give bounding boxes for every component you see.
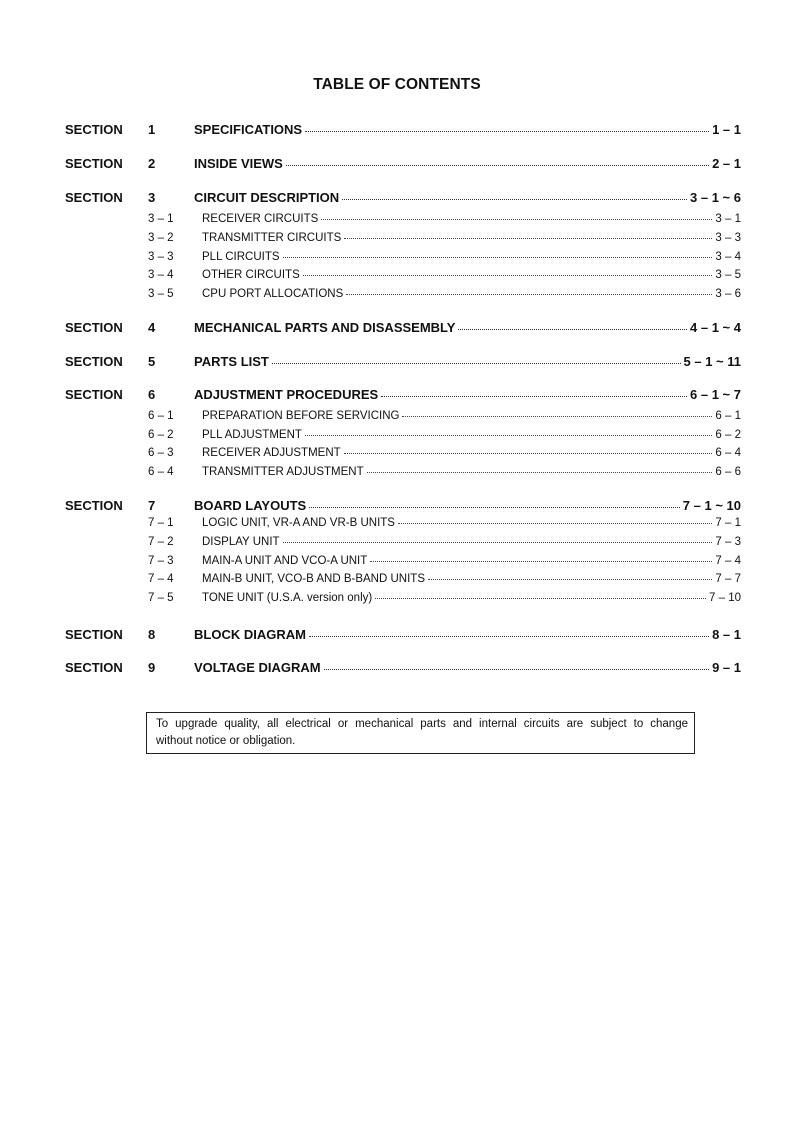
section-title: PARTS LIST	[194, 354, 269, 369]
subsection-number: 3 – 3	[148, 251, 174, 263]
subsection-number: 7 – 5	[148, 592, 174, 604]
subsection-page: 6 – 4	[715, 447, 741, 459]
dot-leader	[375, 589, 706, 599]
subsection-title: RECEIVER CIRCUITS	[202, 213, 319, 225]
subsection-number: 3 – 4	[148, 269, 174, 281]
section-title: BLOCK DIAGRAM	[194, 627, 306, 642]
subsection-number: 3 – 5	[148, 288, 174, 300]
toc-section-row[interactable]	[65, 354, 741, 372]
dot-leader	[283, 248, 713, 258]
section-title: VOLTAGE DIAGRAM	[194, 660, 321, 675]
section-label: SECTION	[65, 387, 123, 402]
subsection-page: 6 – 2	[715, 429, 741, 441]
subsection-number: 6 – 2	[148, 429, 174, 441]
section-label: SECTION	[65, 122, 123, 137]
section-number: 2	[148, 156, 156, 171]
subsection-page: 6 – 1	[715, 410, 741, 422]
dot-leader	[303, 266, 713, 276]
page-title: TABLE OF CONTENTS	[313, 76, 481, 93]
section-number: 3	[148, 190, 156, 205]
section-title: INSIDE VIEWS	[194, 156, 283, 171]
subsection-number: 7 – 1	[148, 517, 174, 529]
subsection-page: 7 – 4	[715, 555, 741, 567]
section-page: 4 – 1 ~ 4	[690, 320, 741, 335]
toc-section-row[interactable]	[65, 122, 741, 140]
subsection-number: 6 – 3	[148, 447, 174, 459]
section-page: 6 – 1 ~ 7	[690, 387, 741, 402]
subsection-number: 7 – 4	[148, 573, 174, 585]
subsection-page: 7 – 1	[715, 517, 741, 529]
dot-leader	[286, 156, 709, 166]
notice-box	[146, 712, 695, 754]
section-number: 6	[148, 387, 156, 402]
subsection-title: MAIN-A UNIT AND VCO-A UNIT	[202, 555, 368, 567]
section-title: CIRCUIT DESCRIPTION	[194, 190, 340, 205]
subsection-page: 3 – 4	[715, 251, 741, 263]
section-label: SECTION	[65, 660, 123, 675]
dot-leader	[381, 387, 687, 397]
section-page: 9 – 1	[712, 660, 741, 675]
section-title: BOARD LAYOUTS	[194, 498, 307, 513]
subsection-title: PLL ADJUSTMENT	[202, 429, 302, 441]
dot-leader	[402, 407, 712, 417]
subsection-title: PLL CIRCUITS	[202, 251, 280, 263]
dot-leader	[321, 210, 712, 220]
toc-subsection-row[interactable]	[65, 212, 741, 230]
subsection-page: 7 – 7	[715, 573, 741, 585]
toc-subsection-row[interactable]	[65, 591, 741, 609]
subsection-page: 3 – 5	[715, 269, 741, 281]
dot-leader	[398, 514, 712, 524]
dot-leader	[342, 190, 687, 200]
subsection-number: 6 – 1	[148, 410, 174, 422]
subsection-title: PREPARATION BEFORE SERVICING	[202, 410, 400, 422]
section-title: SPECIFICATIONS	[194, 122, 303, 137]
subsection-number: 7 – 3	[148, 555, 174, 567]
subsection-title: DISPLAY UNIT	[202, 536, 280, 548]
dot-leader	[344, 444, 713, 454]
toc-section-row[interactable]	[65, 320, 741, 338]
section-page: 2 – 1	[712, 156, 741, 171]
subsection-number: 6 – 4	[148, 466, 174, 478]
section-number: 4	[148, 320, 156, 335]
toc-section-row[interactable]	[65, 190, 741, 208]
dot-leader	[428, 570, 712, 580]
dot-leader	[309, 498, 680, 508]
subsection-title: CPU PORT ALLOCATIONS	[202, 288, 344, 300]
toc-subsection-row[interactable]	[65, 516, 741, 534]
toc-subsection-row[interactable]	[65, 572, 741, 590]
section-page: 1 – 1	[712, 122, 741, 137]
subsection-page: 6 – 6	[715, 466, 741, 478]
section-number: 9	[148, 660, 156, 675]
subsection-title: LOGIC UNIT, VR-A AND VR-B UNITS	[202, 517, 395, 529]
dot-leader	[305, 122, 709, 132]
subsection-number: 3 – 1	[148, 213, 174, 225]
section-title: MECHANICAL PARTS AND DISASSEMBLY	[194, 320, 456, 335]
toc-section-row[interactable]	[65, 627, 741, 645]
dot-leader	[309, 627, 709, 637]
subsection-page: 7 – 10	[709, 592, 741, 604]
section-label: SECTION	[65, 498, 123, 513]
dot-leader	[458, 320, 687, 330]
toc-section-row[interactable]	[65, 156, 741, 174]
dot-leader	[367, 463, 713, 473]
subsection-number: 3 – 2	[148, 232, 174, 244]
section-page: 8 – 1	[712, 627, 741, 642]
toc-subsection-row[interactable]	[65, 535, 741, 553]
subsection-title: MAIN-B UNIT, VCO-B AND B-BAND UNITS	[202, 573, 425, 585]
section-label: SECTION	[65, 320, 123, 335]
section-label: SECTION	[65, 190, 123, 205]
dot-leader	[272, 354, 681, 364]
section-page: 7 – 1 ~ 10	[682, 498, 741, 513]
toc-subsection-row[interactable]	[65, 231, 741, 249]
section-number: 7	[148, 498, 156, 513]
section-page: 5 – 1 ~ 11	[683, 354, 741, 369]
toc-section-row[interactable]	[65, 660, 741, 678]
subsection-title: RECEIVER ADJUSTMENT	[202, 447, 341, 459]
dot-leader	[370, 552, 712, 562]
subsection-page: 3 – 6	[715, 288, 741, 300]
section-number: 5	[148, 354, 156, 369]
section-number: 1	[148, 122, 156, 137]
section-page: 3 – 1 ~ 6	[690, 190, 741, 205]
section-label: SECTION	[65, 354, 123, 369]
subsection-page: 3 – 3	[715, 232, 741, 244]
subsection-page: 3 – 1	[715, 213, 741, 225]
dot-leader	[346, 285, 712, 295]
toc-subsection-row[interactable]	[65, 446, 741, 464]
toc-subsection-row[interactable]	[65, 409, 741, 427]
subsection-page: 7 – 3	[715, 536, 741, 548]
toc-subsection-row[interactable]	[65, 268, 741, 286]
section-title: ADJUSTMENT PROCEDURES	[194, 387, 379, 402]
section-label: SECTION	[65, 156, 123, 171]
section-label: SECTION	[65, 627, 123, 642]
subsection-title: TRANSMITTER CIRCUITS	[202, 232, 342, 244]
subsection-number: 7 – 2	[148, 536, 174, 548]
dot-leader	[283, 533, 713, 543]
section-number: 8	[148, 627, 156, 642]
dot-leader	[324, 660, 709, 670]
subsection-title: TONE UNIT (U.S.A. version only)	[202, 592, 373, 604]
notice-line-2: without notice or obligation.	[156, 735, 296, 747]
dot-leader	[344, 229, 712, 239]
notice-line-1: To upgrade quality, all electrical or mechanical parts and internal circuits are subject to change	[156, 718, 688, 730]
toc-section-row[interactable]	[65, 387, 741, 405]
dot-leader	[305, 426, 713, 436]
toc-subsection-row[interactable]	[65, 465, 741, 483]
subsection-title: OTHER CIRCUITS	[202, 269, 300, 281]
subsection-title: TRANSMITTER ADJUSTMENT	[202, 466, 364, 478]
toc-subsection-row[interactable]	[65, 287, 741, 305]
